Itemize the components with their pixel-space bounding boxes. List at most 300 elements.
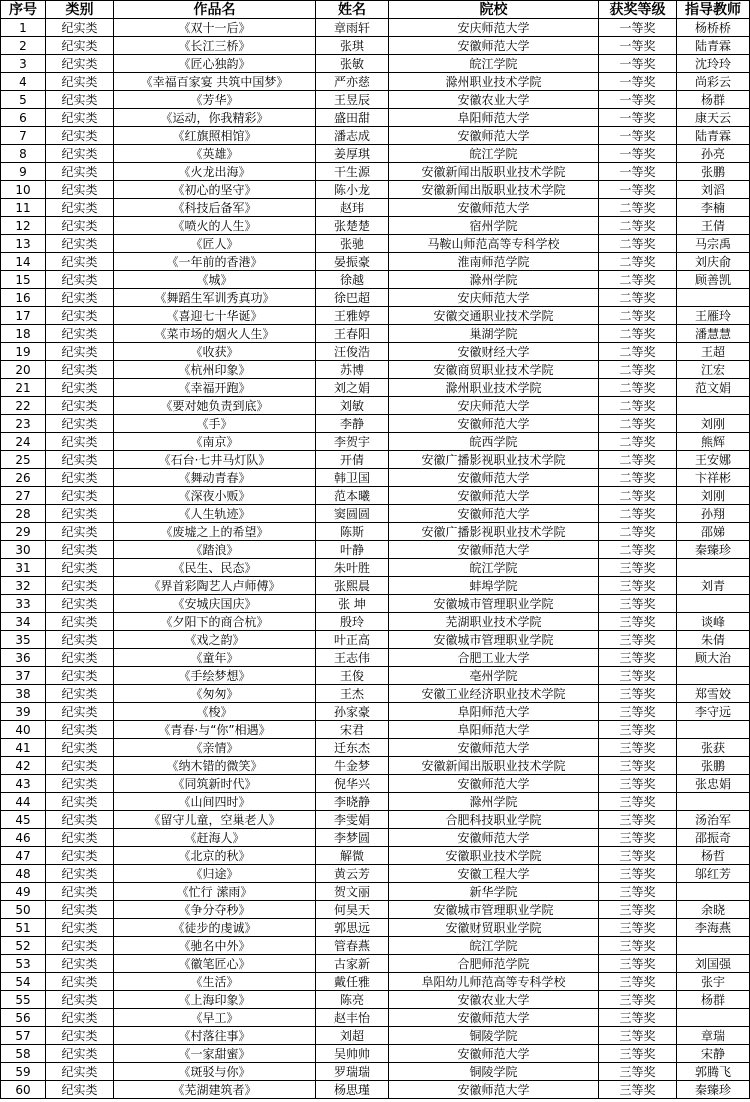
cell-category: 纪实类 [46, 775, 114, 793]
table-row [1, 343, 750, 361]
cell-serial-number: 7 [1, 127, 46, 145]
cell-serial-number: 28 [1, 505, 46, 523]
cell-advisor [677, 595, 750, 613]
cell-student-name: 王雅婷 [316, 307, 389, 325]
cell-work-title: 《芳华》 [114, 91, 316, 109]
cell-school: 安徽师范大学 [389, 199, 599, 217]
cell-award-level: 一等奖 [599, 37, 677, 55]
cell-category: 纪实类 [46, 325, 114, 343]
cell-work-title: 《幸福百家宴 共筑中国梦》 [114, 73, 316, 91]
cell-advisor: 刘刚 [677, 415, 750, 433]
cell-advisor: 郭腾飞 [677, 1063, 750, 1081]
cell-category: 纪实类 [46, 595, 114, 613]
cell-serial-number: 37 [1, 667, 46, 685]
cell-award-level: 三等奖 [599, 937, 677, 955]
cell-category: 纪实类 [46, 145, 114, 163]
cell-serial-number: 21 [1, 379, 46, 397]
cell-serial-number: 13 [1, 235, 46, 253]
table-row [1, 145, 750, 163]
cell-school: 安徽城市管理职业学院 [389, 595, 599, 613]
cell-category: 纪实类 [46, 811, 114, 829]
table-row [1, 379, 750, 397]
cell-school: 安徽师范大学 [389, 469, 599, 487]
cell-school: 淮南师范学院 [389, 253, 599, 271]
cell-school: 皖西学院 [389, 433, 599, 451]
cell-award-level: 二等奖 [599, 307, 677, 325]
cell-school: 皖江学院 [389, 559, 599, 577]
cell-serial-number: 36 [1, 649, 46, 667]
cell-student-name: 范本曦 [316, 487, 389, 505]
cell-work-title: 《青春·与“你”相遇》 [114, 721, 316, 739]
cell-school: 新华学院 [389, 883, 599, 901]
cell-student-name: 迁东杰 [316, 739, 389, 757]
cell-student-name: 徐越 [316, 271, 389, 289]
cell-school: 阜阳师范大学 [389, 721, 599, 739]
cell-category: 纪实类 [46, 829, 114, 847]
cell-award-level: 三等奖 [599, 793, 677, 811]
table-row [1, 91, 750, 109]
cell-advisor: 马宗禹 [677, 235, 750, 253]
cell-work-title: 《初心的坚守》 [114, 181, 316, 199]
cell-school: 安徽师范大学 [389, 775, 599, 793]
cell-serial-number: 24 [1, 433, 46, 451]
cell-student-name: 张 坤 [316, 595, 389, 613]
cell-student-name: 干生源 [316, 163, 389, 181]
cell-school: 安徽城市管理职业学院 [389, 901, 599, 919]
cell-work-title: 《长江三桥》 [114, 37, 316, 55]
cell-award-level: 三等奖 [599, 613, 677, 631]
cell-award-level: 三等奖 [599, 829, 677, 847]
cell-school: 巢湖学院 [389, 325, 599, 343]
cell-award-level: 三等奖 [599, 1045, 677, 1063]
table-row [1, 37, 750, 55]
table-row [1, 919, 750, 937]
cell-award-level: 一等奖 [599, 145, 677, 163]
cell-serial-number: 9 [1, 163, 46, 181]
cell-work-title: 《徽笔匠心》 [114, 955, 316, 973]
table-row [1, 973, 750, 991]
cell-work-title: 《匠人》 [114, 235, 316, 253]
cell-student-name: 孙家豪 [316, 703, 389, 721]
table-header [1, 1, 750, 19]
cell-school: 宿州学院 [389, 217, 599, 235]
cell-work-title: 《徒步的虔诚》 [114, 919, 316, 937]
cell-award-level: 三等奖 [599, 631, 677, 649]
cell-serial-number: 49 [1, 883, 46, 901]
cell-award-level: 三等奖 [599, 703, 677, 721]
cell-serial-number: 31 [1, 559, 46, 577]
cell-student-name: 晏振豪 [316, 253, 389, 271]
header-serial-number: 序号 [1, 1, 46, 19]
cell-school: 安徽财贸职业学院 [389, 919, 599, 937]
cell-serial-number: 20 [1, 361, 46, 379]
cell-serial-number: 50 [1, 901, 46, 919]
cell-advisor: 李楠 [677, 199, 750, 217]
cell-award-level: 二等奖 [599, 271, 677, 289]
cell-work-title: 《人生轨迹》 [114, 505, 316, 523]
cell-category: 纪实类 [46, 37, 114, 55]
table-row [1, 487, 750, 505]
cell-student-name: 汪俊浩 [316, 343, 389, 361]
cell-serial-number: 17 [1, 307, 46, 325]
cell-school: 安徽师范大学 [389, 829, 599, 847]
cell-school: 芜湖职业技术学院 [389, 613, 599, 631]
cell-work-title: 《上海印象》 [114, 991, 316, 1009]
cell-serial-number: 8 [1, 145, 46, 163]
cell-student-name: 黄云芳 [316, 865, 389, 883]
cell-award-level: 二等奖 [599, 199, 677, 217]
table-row [1, 307, 750, 325]
cell-student-name: 韩卫国 [316, 469, 389, 487]
cell-serial-number: 45 [1, 811, 46, 829]
cell-student-name: 戴任雅 [316, 973, 389, 991]
cell-work-title: 《归途》 [114, 865, 316, 883]
cell-advisor: 张鹏 [677, 163, 750, 181]
cell-student-name: 张琪 [316, 37, 389, 55]
cell-advisor: 杨群 [677, 91, 750, 109]
cell-student-name: 刘超 [316, 1027, 389, 1045]
table-row [1, 469, 750, 487]
cell-serial-number: 34 [1, 613, 46, 631]
cell-advisor: 王安娜 [677, 451, 750, 469]
cell-category: 纪实类 [46, 487, 114, 505]
cell-award-level: 三等奖 [599, 1009, 677, 1027]
cell-advisor: 卞祥彬 [677, 469, 750, 487]
header-school: 院校 [389, 1, 599, 19]
cell-category: 纪实类 [46, 559, 114, 577]
cell-serial-number: 1 [1, 19, 46, 37]
cell-award-level: 三等奖 [599, 559, 677, 577]
cell-award-level: 一等奖 [599, 73, 677, 91]
cell-student-name: 古家新 [316, 955, 389, 973]
cell-advisor: 谈峰 [677, 613, 750, 631]
table-row [1, 901, 750, 919]
cell-category: 纪实类 [46, 577, 114, 595]
cell-school: 安徽新闻出版职业技术学院 [389, 163, 599, 181]
cell-work-title: 《生活》 [114, 973, 316, 991]
cell-advisor: 张鹏 [677, 757, 750, 775]
cell-advisor: 孙翔 [677, 505, 750, 523]
cell-student-name: 赵丰怡 [316, 1009, 389, 1027]
cell-serial-number: 18 [1, 325, 46, 343]
cell-serial-number: 15 [1, 271, 46, 289]
cell-student-name: 叶正高 [316, 631, 389, 649]
cell-category: 纪实类 [46, 379, 114, 397]
cell-serial-number: 26 [1, 469, 46, 487]
cell-advisor [677, 397, 750, 415]
cell-student-name: 严亦慈 [316, 73, 389, 91]
table-row [1, 505, 750, 523]
cell-serial-number: 41 [1, 739, 46, 757]
cell-student-name: 管春燕 [316, 937, 389, 955]
cell-category: 纪实类 [46, 55, 114, 73]
cell-work-title: 《深夜小贩》 [114, 487, 316, 505]
table-row [1, 541, 750, 559]
cell-advisor: 杨群 [677, 991, 750, 1009]
cell-school: 滁州学院 [389, 793, 599, 811]
cell-school: 合肥科技职业学院 [389, 811, 599, 829]
table-row [1, 253, 750, 271]
cell-student-name: 李贺宇 [316, 433, 389, 451]
cell-advisor: 刘庆俞 [677, 253, 750, 271]
cell-award-level: 二等奖 [599, 415, 677, 433]
cell-work-title: 《要对她负责到底》 [114, 397, 316, 415]
cell-category: 纪实类 [46, 163, 114, 181]
cell-student-name: 李雯娟 [316, 811, 389, 829]
cell-serial-number: 27 [1, 487, 46, 505]
cell-student-name: 倪华兴 [316, 775, 389, 793]
cell-award-level: 三等奖 [599, 1027, 677, 1045]
cell-award-level: 一等奖 [599, 163, 677, 181]
table-row [1, 361, 750, 379]
cell-serial-number: 5 [1, 91, 46, 109]
cell-school: 安庆师范大学 [389, 397, 599, 415]
cell-advisor: 李海燕 [677, 919, 750, 937]
cell-award-level: 三等奖 [599, 775, 677, 793]
header-student-name: 姓名 [316, 1, 389, 19]
cell-serial-number: 3 [1, 55, 46, 73]
cell-work-title: 《科技后备军》 [114, 199, 316, 217]
table-row [1, 991, 750, 1009]
table-row [1, 649, 750, 667]
cell-category: 纪实类 [46, 73, 114, 91]
cell-advisor: 李守远 [677, 703, 750, 721]
cell-category: 纪实类 [46, 523, 114, 541]
cell-work-title: 《喜迎七十华诞》 [114, 307, 316, 325]
cell-category: 纪实类 [46, 271, 114, 289]
cell-category: 纪实类 [46, 721, 114, 739]
table-row [1, 577, 750, 595]
cell-serial-number: 54 [1, 973, 46, 991]
cell-school: 马鞍山师范高等专科学校 [389, 235, 599, 253]
cell-work-title: 《斑驳与你》 [114, 1063, 316, 1081]
cell-award-level: 三等奖 [599, 667, 677, 685]
cell-award-level: 二等奖 [599, 325, 677, 343]
table-row [1, 721, 750, 739]
cell-award-level: 二等奖 [599, 235, 677, 253]
cell-award-level: 三等奖 [599, 595, 677, 613]
cell-work-title: 《运动，你我精彩》 [114, 109, 316, 127]
table-body [1, 19, 750, 1099]
table-row [1, 433, 750, 451]
cell-school: 安徽农业大学 [389, 91, 599, 109]
cell-advisor: 张宇 [677, 973, 750, 991]
cell-serial-number: 12 [1, 217, 46, 235]
table-row [1, 1009, 750, 1027]
cell-award-level: 一等奖 [599, 109, 677, 127]
table-row [1, 937, 750, 955]
cell-category: 纪实类 [46, 505, 114, 523]
table-row [1, 325, 750, 343]
cell-category: 纪实类 [46, 451, 114, 469]
cell-award-level: 三等奖 [599, 739, 677, 757]
cell-school: 安庆师范大学 [389, 19, 599, 37]
cell-category: 纪实类 [46, 919, 114, 937]
cell-advisor: 朱倩 [677, 631, 750, 649]
table-row [1, 559, 750, 577]
cell-category: 纪实类 [46, 343, 114, 361]
cell-award-level: 一等奖 [599, 19, 677, 37]
cell-work-title: 《收获》 [114, 343, 316, 361]
table-row [1, 1027, 750, 1045]
cell-student-name: 张楚楚 [316, 217, 389, 235]
cell-award-level: 三等奖 [599, 883, 677, 901]
cell-school: 安徽师范大学 [389, 37, 599, 55]
cell-award-level: 三等奖 [599, 973, 677, 991]
cell-work-title: 《北京的秋》 [114, 847, 316, 865]
cell-work-title: 《梭》 [114, 703, 316, 721]
cell-award-level: 二等奖 [599, 523, 677, 541]
cell-school: 阜阳师范大学 [389, 109, 599, 127]
cell-category: 纪实类 [46, 361, 114, 379]
cell-category: 纪实类 [46, 631, 114, 649]
cell-work-title: 《杭州印象》 [114, 361, 316, 379]
cell-category: 纪实类 [46, 973, 114, 991]
cell-award-level: 二等奖 [599, 217, 677, 235]
cell-student-name: 何昊天 [316, 901, 389, 919]
cell-work-title: 《英雄》 [114, 145, 316, 163]
cell-serial-number: 60 [1, 1081, 46, 1099]
cell-student-name: 殷玲 [316, 613, 389, 631]
cell-category: 纪实类 [46, 253, 114, 271]
cell-award-level: 二等奖 [599, 379, 677, 397]
cell-serial-number: 43 [1, 775, 46, 793]
cell-award-level: 二等奖 [599, 505, 677, 523]
cell-work-title: 《争分夺秒》 [114, 901, 316, 919]
cell-advisor: 邵娣 [677, 523, 750, 541]
table-row [1, 181, 750, 199]
cell-student-name: 张驰 [316, 235, 389, 253]
cell-student-name: 王志伟 [316, 649, 389, 667]
cell-category: 纪实类 [46, 901, 114, 919]
cell-advisor [677, 793, 750, 811]
table-row [1, 235, 750, 253]
cell-work-title: 《一家甜蜜》 [114, 1045, 316, 1063]
cell-student-name: 刘敏 [316, 397, 389, 415]
table-row [1, 19, 750, 37]
cell-serial-number: 57 [1, 1027, 46, 1045]
table-row [1, 415, 750, 433]
cell-advisor: 张忠娟 [677, 775, 750, 793]
cell-work-title: 《舞动青春》 [114, 469, 316, 487]
cell-serial-number: 2 [1, 37, 46, 55]
cell-student-name: 朱叶胜 [316, 559, 389, 577]
cell-student-name: 李梦圆 [316, 829, 389, 847]
cell-advisor [677, 667, 750, 685]
cell-work-title: 《夕阳下的商合杭》 [114, 613, 316, 631]
cell-award-level: 三等奖 [599, 685, 677, 703]
cell-category: 纪实类 [46, 703, 114, 721]
cell-category: 纪实类 [46, 685, 114, 703]
cell-student-name: 宋君 [316, 721, 389, 739]
cell-award-level: 二等奖 [599, 541, 677, 559]
table-row [1, 1063, 750, 1081]
cell-award-level: 三等奖 [599, 577, 677, 595]
table-row [1, 397, 750, 415]
cell-work-title: 《留守儿童，空巢老人》 [114, 811, 316, 829]
cell-advisor: 余晓 [677, 901, 750, 919]
table-row [1, 217, 750, 235]
header-category: 类别 [46, 1, 114, 19]
cell-student-name: 牛金梦 [316, 757, 389, 775]
cell-advisor: 王雁玲 [677, 307, 750, 325]
cell-category: 纪实类 [46, 847, 114, 865]
cell-award-level: 三等奖 [599, 811, 677, 829]
table-row [1, 289, 750, 307]
cell-category: 纪实类 [46, 397, 114, 415]
cell-category: 纪实类 [46, 289, 114, 307]
cell-school: 皖江学院 [389, 937, 599, 955]
cell-work-title: 《城》 [114, 271, 316, 289]
cell-work-title: 《南京》 [114, 433, 316, 451]
cell-advisor: 王倩 [677, 217, 750, 235]
cell-student-name: 窦圆圆 [316, 505, 389, 523]
cell-school: 安徽财经大学 [389, 343, 599, 361]
cell-category: 纪实类 [46, 883, 114, 901]
cell-award-level: 二等奖 [599, 253, 677, 271]
table-row [1, 127, 750, 145]
table-row [1, 523, 750, 541]
cell-work-title: 《芜湖建筑者》 [114, 1081, 316, 1099]
cell-advisor [677, 721, 750, 739]
cell-student-name: 吴帅帅 [316, 1045, 389, 1063]
cell-student-name: 开倩 [316, 451, 389, 469]
cell-advisor: 范文娟 [677, 379, 750, 397]
cell-school: 滁州职业技术学院 [389, 379, 599, 397]
cell-serial-number: 23 [1, 415, 46, 433]
cell-school: 安徽广播影视职业技术学院 [389, 451, 599, 469]
cell-work-title: 《匆匆》 [114, 685, 316, 703]
cell-student-name: 刘之娟 [316, 379, 389, 397]
cell-award-level: 二等奖 [599, 451, 677, 469]
cell-category: 纪实类 [46, 649, 114, 667]
cell-school: 安徽师范大学 [389, 739, 599, 757]
table-row [1, 451, 750, 469]
cell-work-title: 《双十一后》 [114, 19, 316, 37]
cell-school: 安徽师范大学 [389, 1045, 599, 1063]
cell-serial-number: 48 [1, 865, 46, 883]
cell-category: 纪实类 [46, 433, 114, 451]
cell-school: 安徽新闻出版职业技术学院 [389, 181, 599, 199]
table-row [1, 631, 750, 649]
cell-school: 皖江学院 [389, 145, 599, 163]
cell-advisor: 陆青霖 [677, 37, 750, 55]
cell-advisor: 尚彩云 [677, 73, 750, 91]
cell-advisor [677, 289, 750, 307]
cell-work-title: 《火龙出海》 [114, 163, 316, 181]
cell-serial-number: 59 [1, 1063, 46, 1081]
cell-advisor: 张获 [677, 739, 750, 757]
cell-work-title: 《踏浪》 [114, 541, 316, 559]
cell-student-name: 陈斯 [316, 523, 389, 541]
cell-school: 安徽工业经济职业技术学院 [389, 685, 599, 703]
cell-category: 纪实类 [46, 217, 114, 235]
cell-serial-number: 44 [1, 793, 46, 811]
cell-school: 安徽城市管理职业学院 [389, 631, 599, 649]
cell-category: 纪实类 [46, 109, 114, 127]
cell-award-level: 三等奖 [599, 721, 677, 739]
cell-advisor: 王超 [677, 343, 750, 361]
cell-school: 安徽工程大学 [389, 865, 599, 883]
cell-award-level: 三等奖 [599, 919, 677, 937]
cell-serial-number: 32 [1, 577, 46, 595]
cell-category: 纪实类 [46, 469, 114, 487]
cell-student-name: 陈亮 [316, 991, 389, 1009]
cell-student-name: 姜厚琪 [316, 145, 389, 163]
cell-work-title: 《早工》 [114, 1009, 316, 1027]
cell-school: 合肥工业大学 [389, 649, 599, 667]
cell-category: 纪实类 [46, 757, 114, 775]
